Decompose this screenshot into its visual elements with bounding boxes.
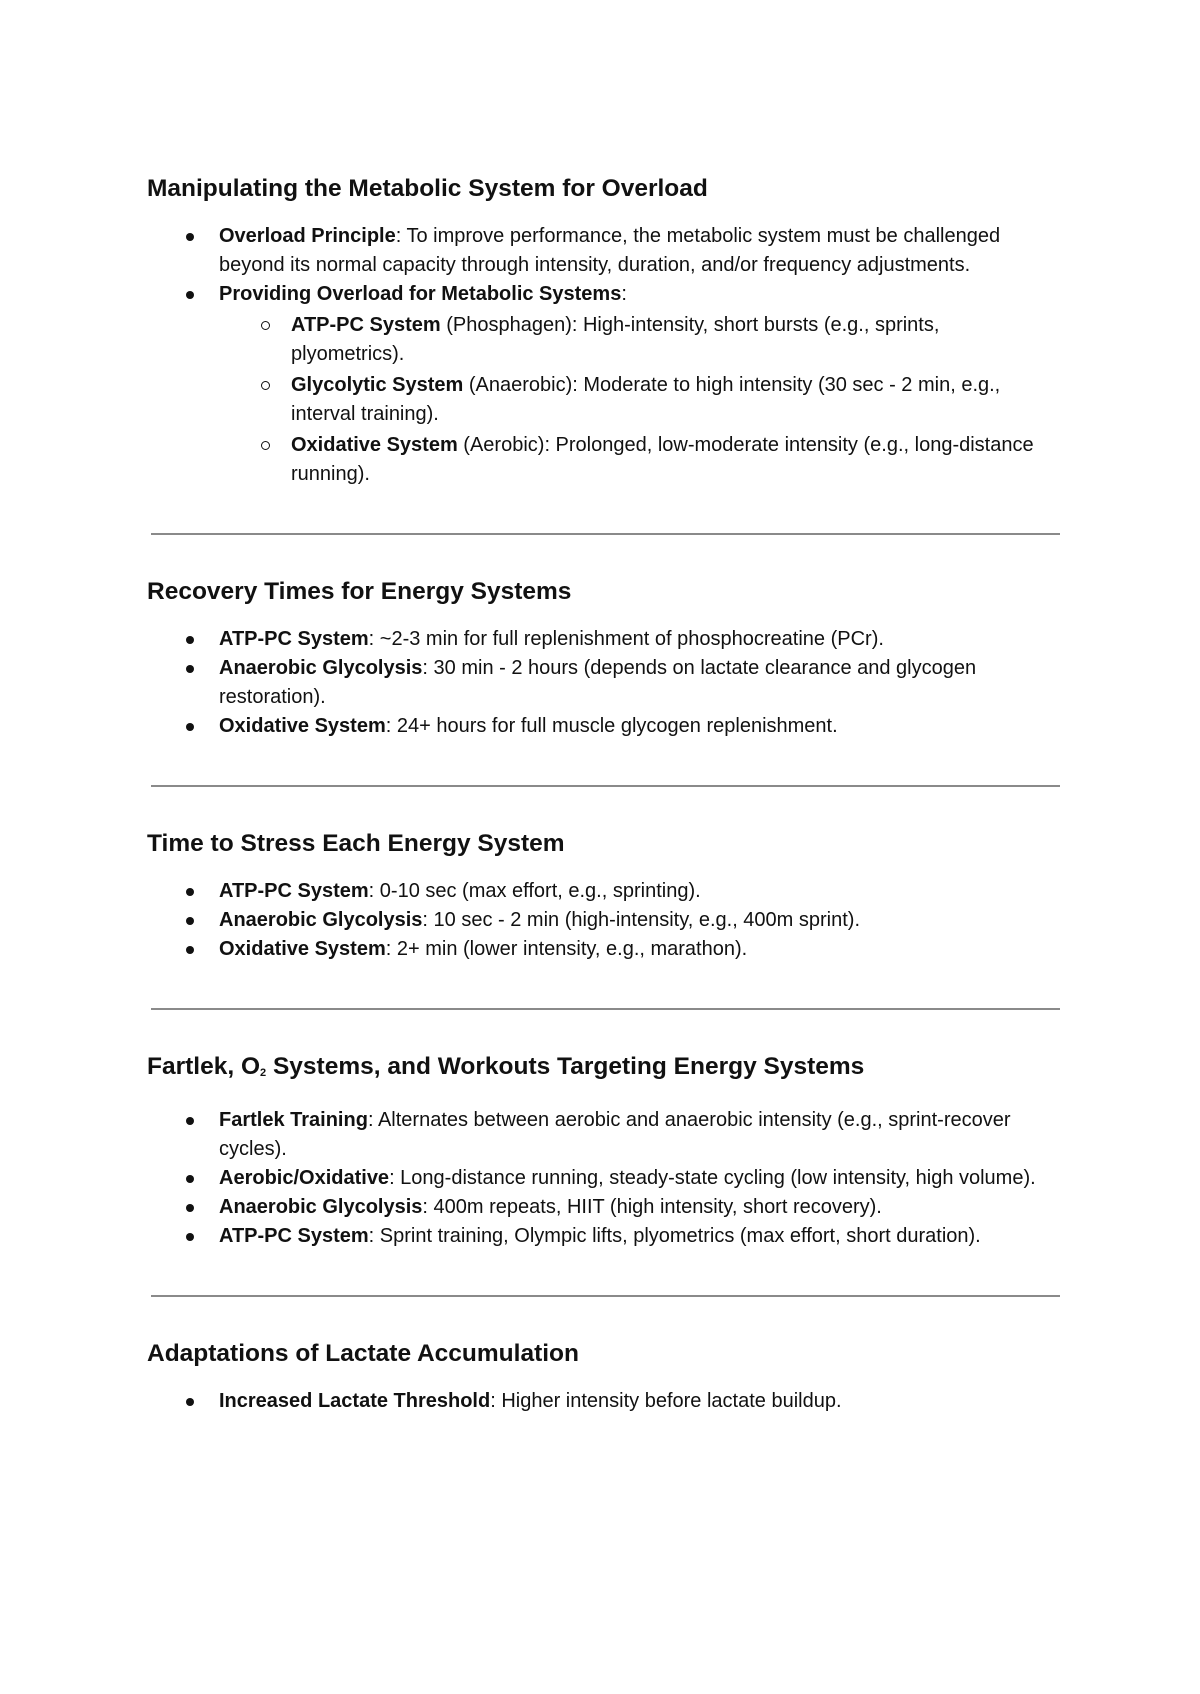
section-title: Adaptations of Lactate Accumulation [147, 1340, 579, 1367]
section-divider [151, 1008, 1060, 1010]
section-title: Recovery Times for Energy Systems [147, 578, 572, 605]
list-item: Aerobic/Oxidative: Long-distance running, steady-state cycling (low intensity, high volume). [147, 1164, 1047, 1193]
list-item: Anaerobic Glycolysis: 400m repeats, HIIT (high intensity, short recovery). [147, 1193, 1047, 1222]
section-title: Manipulating the Metabolic System for Overload [147, 175, 708, 202]
section-fartlek-workouts [147, 1050, 1047, 1251]
bullet-list [147, 222, 1047, 489]
sub-bullet-list [219, 311, 1047, 489]
bullet-list [147, 1387, 1047, 1416]
section-recovery-times [147, 575, 1047, 741]
section-metabolic-overload [147, 172, 1047, 489]
sub-list-item: Glycolytic System (Anaerobic): Moderate to high intensity (30 sec - 2 min, e.g., interval training). [219, 371, 1047, 429]
list-item: Overload Principle: To improve performance, the metabolic system must be challenged beyond its normal capacity through intensity, duration, and/or frequency adjustments. [147, 222, 1047, 280]
list-item: Fartlek Training: Alternates between aerobic and anaerobic intensity (e.g., sprint-recover cycles). [147, 1106, 1047, 1164]
sub-list-item: ATP-PC System (Phosphagen): High-intensity, short bursts (e.g., sprints, plyometrics). [219, 311, 1047, 369]
section-divider [151, 1295, 1060, 1297]
section-lactate-adaptations [147, 1337, 1047, 1416]
list-item: Anaerobic Glycolysis: 10 sec - 2 min (high-intensity, e.g., 400m sprint). [147, 906, 1047, 935]
list-item: Increased Lactate Threshold: Higher intensity before lactate buildup. [147, 1387, 1047, 1416]
list-item: Oxidative System: 2+ min (lower intensity, e.g., marathon). [147, 935, 1047, 964]
list-item: ATP-PC System: 0-10 sec (max effort, e.g., sprinting). [147, 877, 1047, 906]
list-item: ATP-PC System: ~2-3 min for full replenishment of phosphocreatine (PCr). [147, 625, 1047, 654]
section-divider [151, 785, 1060, 787]
section-divider [151, 533, 1060, 535]
sub-list-item: Oxidative System (Aerobic): Prolonged, low-moderate intensity (e.g., long-distance running). [219, 431, 1047, 489]
list-item: Anaerobic Glycolysis: 30 min - 2 hours (depends on lactate clearance and glycogen restoration). [147, 654, 1047, 712]
list-item: Oxidative System: 24+ hours for full muscle glycogen replenishment. [147, 712, 1047, 741]
list-item: ATP-PC System: Sprint training, Olympic lifts, plyometrics (max effort, short duration). [147, 1222, 1047, 1251]
bullet-list [147, 877, 1047, 964]
section-time-to-stress [147, 827, 1047, 964]
section-title: Time to Stress Each Energy System [147, 830, 565, 857]
section-title: Fartlek, O2 Systems, and Workouts Targeting Energy Systems [147, 1053, 865, 1080]
bullet-list [147, 1106, 1047, 1251]
list-item: Providing Overload for Metabolic Systems: ATP-PC System (Phosphagen): High-intensity, short bursts (e.g., sprints, plyometrics). Glycolytic System (Anaerobic): Moderate to high intensity (30 sec - 2 min, e.g., interval training). Oxidative System (Aerobic): Prolonged, low-moderate intensity (e.g., long-distance running). [147, 280, 1047, 489]
bullet-list [147, 625, 1047, 741]
